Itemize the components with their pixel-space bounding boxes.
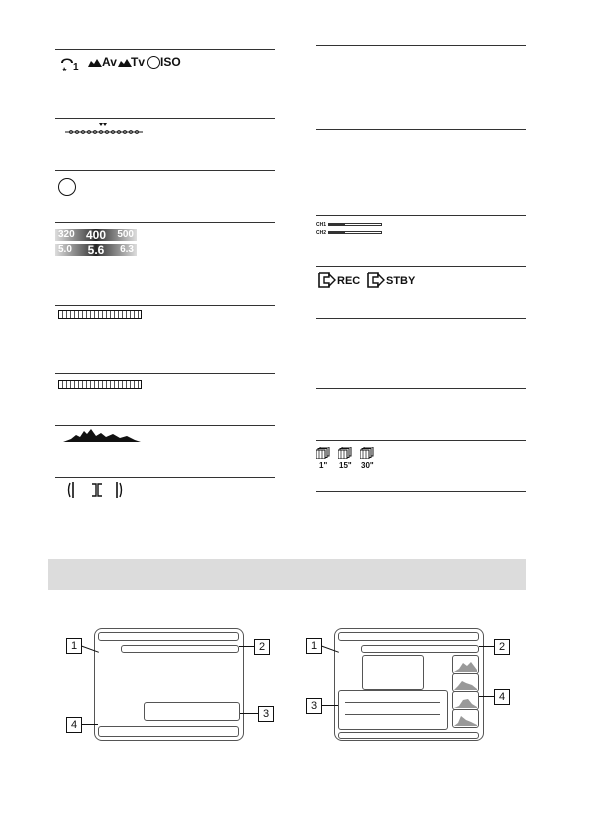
histogram-icon [63, 427, 141, 443]
right-callout-3-line [320, 705, 338, 706]
left-rule-2 [55, 118, 275, 119]
left-callout-3: 3 [258, 706, 274, 722]
circle-dial-icon [58, 178, 76, 196]
exposure-scale-icon [63, 122, 145, 138]
stby-label: STBY [386, 275, 416, 287]
right-callout-2-line [479, 646, 494, 647]
rec-label: REC [337, 275, 361, 287]
interval-15-icon [338, 447, 352, 459]
left-rule-4 [55, 222, 275, 223]
right-rule-6 [316, 388, 526, 389]
interval-15-label: 15" [339, 461, 352, 470]
right-info-line-1 [345, 702, 440, 703]
ch2-level [328, 231, 382, 234]
histogram-blue-icon [454, 714, 477, 726]
histogram-luma-icon [454, 660, 477, 672]
interval-1-label: 1" [319, 461, 328, 470]
scene-tv-icon [118, 58, 132, 68]
left-callout-4-line [80, 724, 98, 725]
right-rule-2 [316, 129, 526, 130]
ch2-label: CH2 [316, 230, 327, 236]
left-rule-5 [55, 305, 275, 306]
shutter-value-1: 320 [58, 229, 75, 240]
left-rule-8 [55, 477, 275, 478]
right-second-bar [361, 645, 479, 653]
right-callout-3: 3 [306, 698, 322, 714]
left-rule-1 [55, 49, 275, 50]
shutter-value-2: 400 [85, 228, 107, 242]
aperture-bar [55, 244, 137, 256]
hdmi-standby-icon [367, 272, 385, 288]
right-rule-7 [316, 440, 526, 441]
aperture-value-3: 6.3 [120, 244, 134, 255]
mode-tv: Tv [131, 55, 146, 69]
interval-30-label: 30" [361, 461, 374, 470]
ch1-label: CH1 [316, 222, 327, 228]
right-callout-2: 2 [494, 639, 510, 655]
shutter-speed-bar [55, 229, 137, 241]
right-bottom-bar [338, 732, 479, 739]
right-rule-3 [316, 215, 526, 216]
left-second-bar [121, 645, 239, 653]
right-rule-8 [316, 491, 526, 492]
right-callout-4: 4 [494, 689, 510, 705]
right-rule-5 [316, 318, 526, 319]
left-callout-1: 1 [66, 638, 82, 654]
left-top-bar [98, 632, 239, 641]
right-info-box [338, 690, 448, 730]
left-right-box [144, 702, 240, 721]
right-rule-4 [316, 266, 526, 267]
scale-bar-2-icon [58, 380, 142, 389]
interval-1-icon [316, 447, 330, 459]
right-rule-1 [316, 45, 526, 46]
section-heading-band [48, 559, 526, 590]
hdmi-output-icon [318, 272, 336, 288]
iso-circle-icon [147, 56, 160, 69]
right-top-bar [338, 632, 479, 641]
left-bottom-bar [98, 726, 239, 737]
memory-number: 1 [73, 62, 79, 73]
scene-av-icon [88, 58, 102, 68]
focus-frame-icon [65, 481, 125, 499]
left-callout-2-line [239, 646, 254, 647]
right-callout-1: 1 [306, 638, 322, 654]
mode-av: Av [102, 55, 117, 69]
left-rule-6 [55, 373, 275, 374]
interval-30-icon [360, 447, 374, 459]
left-callout-4: 4 [66, 717, 82, 733]
scale-bar-1-icon [58, 310, 142, 319]
right-callout-4-line [479, 696, 494, 697]
mode-iso: ISO [160, 55, 181, 69]
histogram-red-icon [454, 678, 477, 690]
ch1-level [328, 223, 382, 226]
left-callout-2: 2 [254, 639, 270, 655]
aperture-value-1: 5.0 [58, 244, 72, 255]
aperture-value-2: 5.6 [87, 243, 105, 257]
right-image-box [362, 655, 424, 690]
histogram-green-icon [454, 696, 477, 708]
left-rule-7 [55, 425, 275, 426]
right-info-line-2 [345, 714, 440, 715]
shutter-value-3: 500 [117, 229, 134, 240]
left-callout-3-line [240, 713, 258, 714]
left-rule-3 [55, 170, 275, 171]
